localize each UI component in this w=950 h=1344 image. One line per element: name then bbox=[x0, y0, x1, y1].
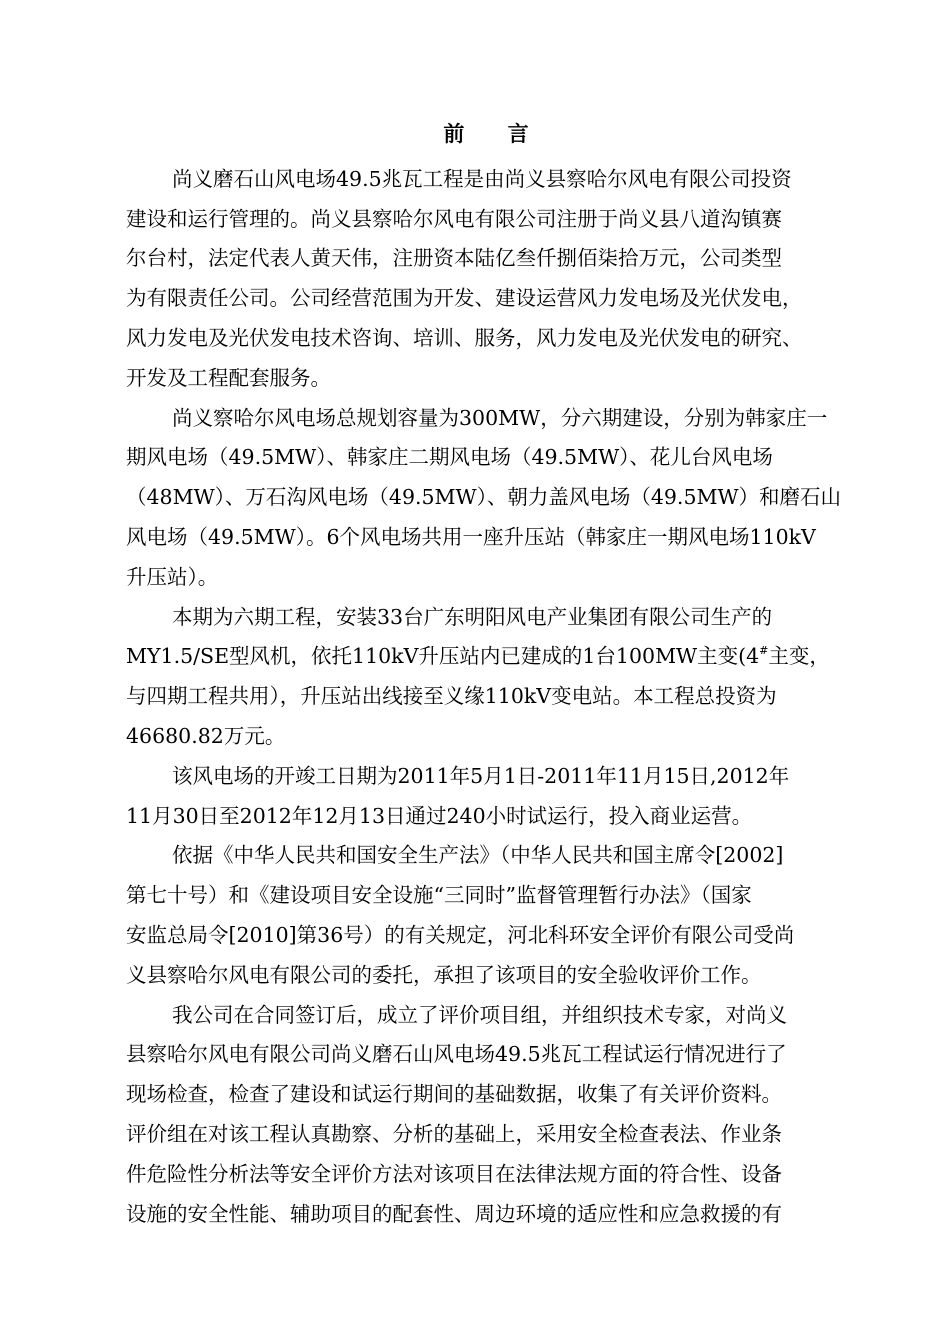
line-text: MY1.5/SE型风机，依托110kV升压站内已建成的1台100MW主变(4 bbox=[126, 644, 760, 668]
page-title: 前 言 bbox=[443, 121, 547, 146]
paragraph-line: 依据《中华人民共和国安全生产法》（中华人民共和国主席令[2002] bbox=[172, 843, 784, 867]
paragraph-line: 期风电场（49.5MW）、韩家庄二期风电场（49.5MW）、花儿台风电场 bbox=[126, 445, 773, 469]
paragraph-line: 县察哈尔风电有限公司尚义磨石山风电场49.5兆瓦工程试运行情况进行了 bbox=[126, 1042, 787, 1066]
paragraph-line: 与四期工程共用），升压站出线接至义缘110kV变电站。本工程总投资为 bbox=[126, 684, 777, 708]
paragraph-line: 第七十号）和《建设项目安全设施“三同时”监督管理暂行办法》（国家 bbox=[126, 883, 752, 907]
paragraph-line: 安监总局令[2010]第36号）的有关规定，河北科环安全评价有限公司受尚 bbox=[126, 923, 795, 947]
paragraph-line: 开发及工程配套服务。 bbox=[126, 366, 331, 390]
paragraph-line: （48MW）、万石沟风电场（49.5MW）、朝力盖风电场（49.5MW）和磨石山 bbox=[126, 485, 842, 509]
paragraph-line: 为有限责任公司。公司经营范围为开发、建设运营风力发电场及光伏发电， bbox=[126, 286, 803, 310]
paragraph-line: 11月30日至2012年12月13日通过240小时试运行，投入商业运营。 bbox=[126, 804, 753, 828]
line-text: 主变， bbox=[768, 644, 830, 668]
paragraph-line: 该风电场的开竣工日期为2011年5月1日-2011年11月15日,2012年 bbox=[172, 764, 790, 788]
paragraph-line: 我公司在合同签订后，成立了评价项目组，并组织技术专家，对尚义 bbox=[172, 1003, 787, 1027]
paragraph-line: 尔台村，法定代表人黄天伟，注册资本陆亿叁仟捌佰柒拾万元，公司类型 bbox=[126, 246, 782, 270]
paragraph-line: 现场检查，检查了建设和试运行期间的基础数据，收集了有关评价资料。 bbox=[126, 1082, 782, 1106]
paragraph-line: 设施的安全性能、辅助项目的配套性、周边环境的适应性和应急救援的有 bbox=[126, 1202, 782, 1226]
superscript-mark: # bbox=[759, 644, 769, 657]
paragraph-line: 尚义察哈尔风电场总规划容量为300MW，分六期建设，分别为韩家庄一 bbox=[172, 406, 828, 430]
paragraph-line: 本期为六期工程，安装33台广东明阳风电产业集团有限公司生产的 bbox=[172, 605, 773, 629]
paragraph-line: 46680.82万元。 bbox=[126, 724, 286, 748]
paragraph-line: 尚义磨石山风电场49.5兆瓦工程是由尚义县察哈尔风电有限公司投资 bbox=[172, 167, 792, 191]
paragraph-line: 评价组在对该工程认真勘察、分析的基础上，采用安全检查表法、作业条 bbox=[126, 1122, 782, 1146]
paragraph-line: 建设和运行管理的。尚义县察哈尔风电有限公司注册于尚义县八道沟镇赛 bbox=[126, 207, 782, 231]
paragraph-line: 件危险性分析法等安全评价方法对该项目在法律法规方面的符合性、设备 bbox=[126, 1162, 782, 1186]
paragraph-line: 风力发电及光伏发电技术咨询、培训、服务，风力发电及光伏发电的研究、 bbox=[126, 326, 803, 350]
paragraph-line: 风电场（49.5MW）。6个风电场共用一座升压站（韩家庄一期风电场110kV bbox=[126, 525, 816, 549]
paragraph-line bbox=[126, 643, 830, 669]
paragraph-line: 义县察哈尔风电有限公司的委托，承担了该项目的安全验收评价工作。 bbox=[126, 963, 762, 987]
paragraph-line: 升压站）。 bbox=[126, 565, 219, 589]
